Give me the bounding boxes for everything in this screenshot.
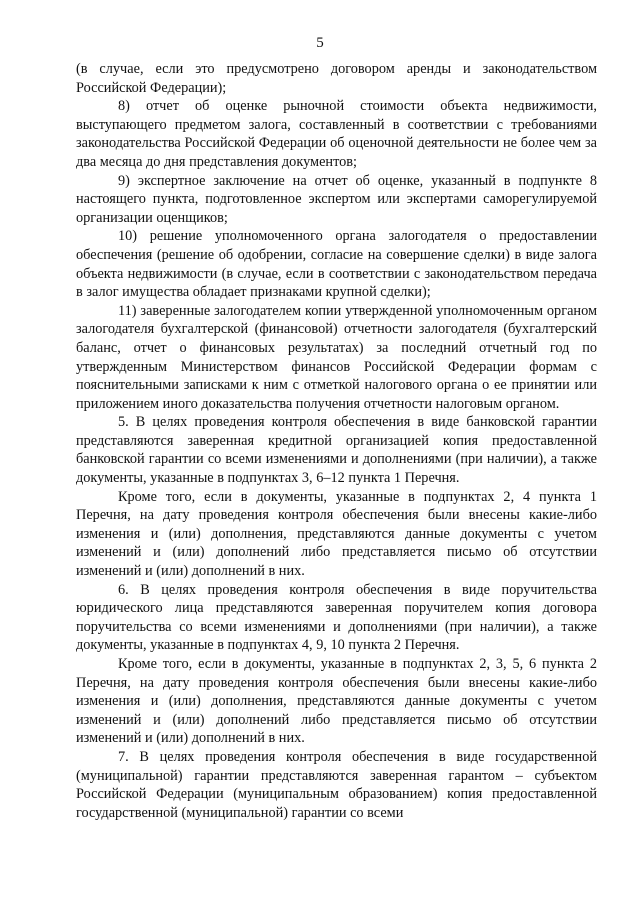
paragraph-section-5-addendum: Кроме того, если в документы, указанные в подпунктах 2, 4 пункта 1 Перечня, на дату проведения контроля обеспечения были внесены какие-либо изменения и (или) дополнения, представляются данные документы с учетом изменений и (или) дополнений либо представляется письмо об отсутствии изменений и (или) дополнений в них. bbox=[76, 488, 597, 580]
paragraph-item-11: 11) заверенные залогодателем копии утвержденной уполномоченным органом залогодателя бухгалтерской (финансовой) отчетности залогодателя (бухгалтерский баланс, отчет о финансовых результатах) за последний отчетный год по утвержденным Министерством финансов Российской Федерации формам с пояснительными записками к ним с отметкой налогового органа о ее принятии или приложением иного доказательства получения отчетности налоговым органом. bbox=[76, 302, 597, 412]
paragraph-section-6: 6. В целях проведения контроля обеспечения в виде поручительства юридического лица представляются заверенная поручителем копия договора поручительства со всеми изменениями и дополнениями (при наличии), а также документы, указанные в подпунктах 4, 9, 10 пункта 2 Перечня. bbox=[76, 581, 597, 654]
paragraph-section-7: 7. В целях проведения контроля обеспечения в виде государственной (муниципальной) гарантии представляются заверенная гарантом – субъектом Российской Федерации (муниципальным образованием) копия предоставленной государственной (муниципальной) гарантии со всеми bbox=[76, 748, 597, 821]
paragraph-item-10: 10) решение уполномоченного органа залогодателя о предоставлении обеспечения (решение об одобрении, согласие на совершение сделки) в виде залога объекта недвижимости (в случае, если в соответствии с законодательством передача в залог имущества обладает признаками крупной сделки); bbox=[76, 228, 597, 301]
page-number: 5 bbox=[316, 35, 324, 51]
paragraph-section-6-addendum: Кроме того, если в документы, указанные в подпунктах 2, 3, 5, 6 пункта 2 Перечня, на дату проведения контроля обеспечения были внесены какие-либо изменения и (или) дополнения, представляются данные документы с учетом изменений и (или) дополнений либо представляется письмо об отсутствии изменений и (или) дополнений в них. bbox=[76, 656, 597, 747]
paragraph-item-9: 9) экспертное заключение на отчет об оценке, указанный в подпункте 8 настоящего пункта, подготовленное экспертом или экспертами саморегулируемой организации оценщиков; bbox=[76, 172, 597, 226]
paragraph-section-5: 5. В целях проведения контроля обеспечения в виде банковской гарантии представляются заверенная кредитной организацией копия предоставленной банковской гарантии со всеми изменениями и дополнениями (при наличии), а также документы, указанные в подпунктах 3, 6–12 пункта 1 Перечня. bbox=[76, 414, 597, 487]
paragraph-continuation: (в случае, если это предусмотрено договором аренды и законодательством Российской Федерации); bbox=[76, 61, 597, 96]
document-body bbox=[76, 60, 597, 822]
paragraph-item-8: 8) отчет об оценке рыночной стоимости объекта недвижимости, выступающего предметом залога, составленный в соответствии с требованиями законодательства Российской Федерации об оценочной деятельности не более чем за два месяца до дня представления документов; bbox=[76, 98, 597, 170]
